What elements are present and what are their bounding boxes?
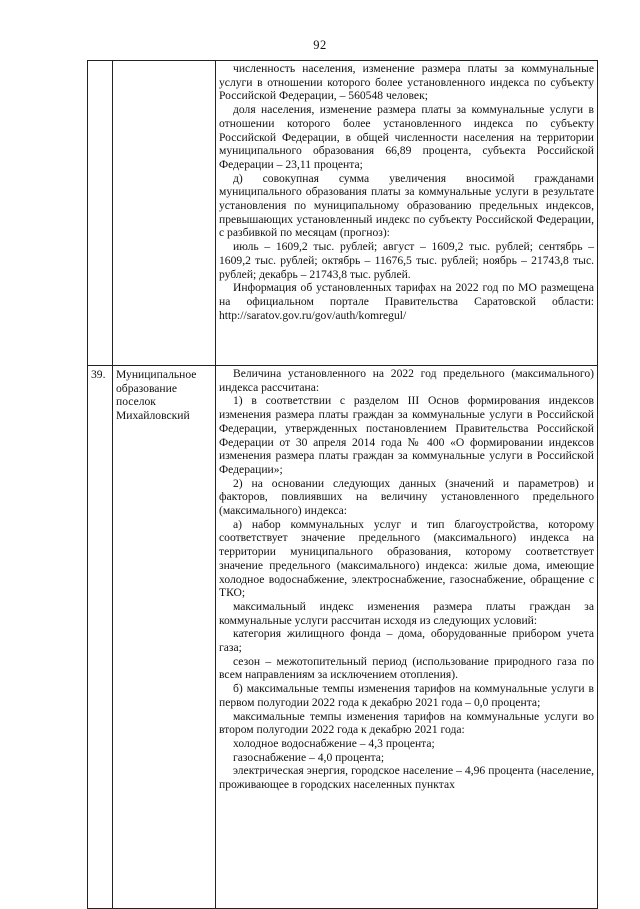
row-number-cell: [88, 61, 113, 366]
description-cell: [216, 61, 598, 366]
paragraph: электрическая энергия, городское население – 4,96 процента (население, проживающее в городских населенных пунктах: [219, 764, 594, 792]
paragraph: б) максимальные темпы изменения тарифов на коммунальные услуги в первом полугодии 2022 года к декабрю 2021 года – 0,0 процента;: [219, 682, 594, 709]
paragraph: 2) на основании следующих данных (значений и параметров) и факторов, повлиявших на величину установленного предельного (максимального) индекса:: [219, 476, 594, 518]
paragraph: холодное водоснабжение – 4,3 процента;: [233, 736, 435, 750]
paragraph: доля населения, изменение размера платы за коммунальные услуги в отношении которого более установленного индекса по субъекту Российской Федерации, в общей численности населения на территории муниципального образования 66,89 процента, субъекта Российской Федерации – 23,11 процента;: [219, 103, 594, 171]
table-row: [88, 366, 598, 909]
municipality-cell: [113, 366, 216, 909]
paragraph: максимальный индекс изменения размера платы граждан за коммунальные услуги рассчитан исходя из следующих условий:: [219, 599, 594, 627]
paragraph: численность населения, изменение размера платы за коммунальные услуги в отношении которого более установленного индекса по субъекту Российской Федерации, – 560548 человек;: [219, 62, 594, 103]
municipality-name-line: образование: [116, 381, 177, 395]
paragraph: д) совокупная сумма увеличения вносимой гражданами муниципального образования платы за коммунальные услуги в результате установления по муниципальному образованию предельных индексов, превышающих установленный индекс по субъекту Российской Федерации, с разбивкой по месяцам (прогноз):: [219, 171, 594, 240]
paragraph: сезон – межотопительный период (использование природного газа по всем направлениям за исключением отопления).: [219, 654, 594, 682]
row-number: 39.: [91, 368, 106, 381]
data-table: [87, 60, 598, 909]
municipality-name-line: Михайловский: [116, 409, 190, 423]
page-number: 92: [313, 38, 327, 52]
paragraph: максимальные темпы изменения тарифов на коммунальные услуги во втором полугодии 2022 года к декабрю 2021 года:: [219, 709, 594, 737]
paragraph: категория жилищного фонда – дома, оборудованные прибором учета газа;: [219, 627, 594, 655]
paragraph: июль – 1609,2 тыс. рублей; август – 1609,2 тыс. рублей; сентябрь – 1609,2 тыс. рублей; октябрь – 11676,5 тыс. рублей; ноябрь – 21743,8 тыс. рублей; декабрь – 21743,8 тыс. рублей.: [219, 240, 594, 281]
table-row: [88, 61, 598, 366]
description-cell: [216, 366, 598, 909]
paragraph: Величина установленного на 2022 год предельного (максимального) индекса рассчитана:: [219, 367, 594, 394]
paragraph: 1) в соответствии с разделом III Основ формирования индексов изменения размера платы граждан за коммунальные услуги в Российской Федерации, утвержденных постановлением Правительства Российской Федерации от 30 апреля 2014 года № 400 «О формировании индексов изменения размера платы граждан за коммунальные услуги в Российской Федерации»;: [219, 394, 594, 476]
paragraph: Информация об установленных тарифах на 2022 год по МО размещена на официальном портале Правительства Саратовской области: http://saratov.gov.ru/gov/auth/komregul/: [219, 281, 594, 322]
municipality-name-line: поселок: [116, 395, 156, 409]
paragraph: газоснабжение – 4,0 процента;: [233, 750, 385, 764]
municipality-name-line: Муниципальное: [116, 368, 197, 381]
paragraph: а) набор коммунальных услуг и тип благоустройства, которому соответствует значение предельного (максимального) индекса на территории муниципального образования, которому соответствует значение предельного (максимального) индекса: жилые дома, имеющие холодное водоснабжение, электроснабжение, газоснабжение, обращение с ТКО;: [219, 517, 594, 600]
municipality-cell: [113, 61, 216, 366]
row-number-cell: [88, 366, 113, 909]
